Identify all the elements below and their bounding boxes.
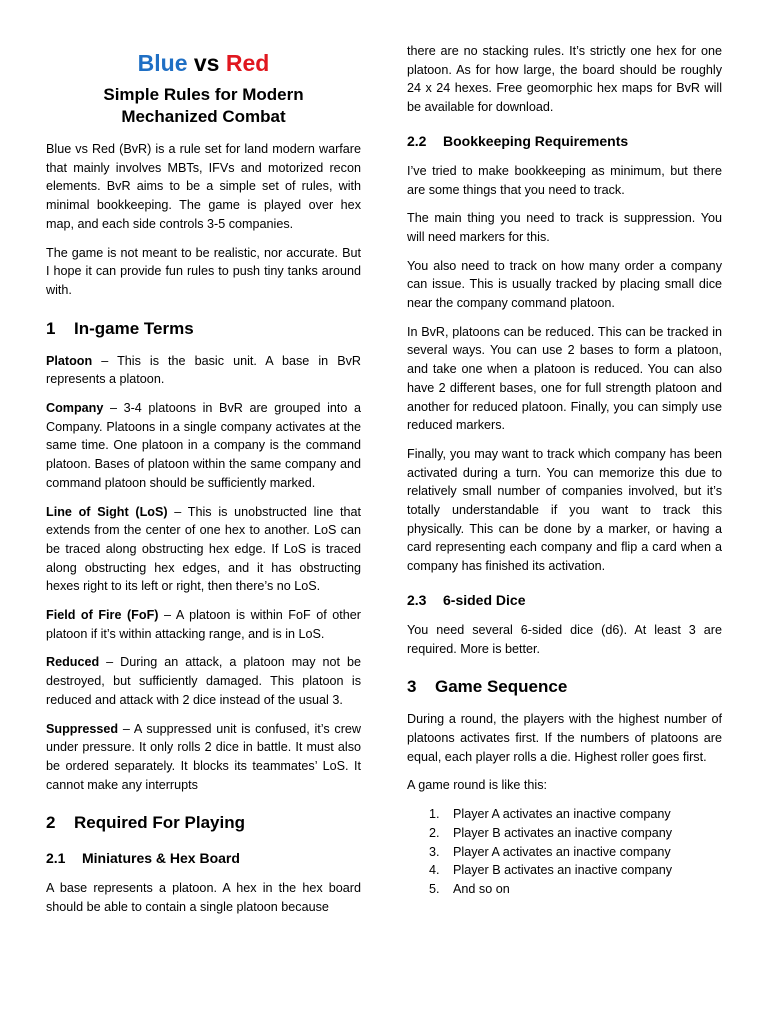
section-2-number: 2 <box>46 813 56 833</box>
section-2-2-title: Bookkeeping Requirements <box>443 132 629 149</box>
subtitle-line-2: Mechanized Combat <box>121 107 286 126</box>
intro-paragraph-2: The game is not meant to be realistic, nor accurate. But I hope it can provide fun rules to push tiny tanks around with. <box>46 245 361 297</box>
term-definition: – During an attack, a platoon may not be destroyed, but sufficiently damaged. This platoon is reduced and attack with 2 dice instead of the usual 3. <box>46 655 361 707</box>
term-definition: – This is unobstructed line that extends from the center of one hex to another. LoS can be traced along obstructing hex edge. If LoS is traced along obstructing hex edges, and it has obstructing hexes right to its left or right, then there’s no LoS. <box>46 504 361 594</box>
section-2-title: Required For Playing <box>74 813 245 833</box>
dice-paragraph: You need several 6-sided dice (d6). At least 3 are required. More is better. <box>407 622 722 656</box>
bookkeeping-paragraph: You also need to track on how many order a company can issue. This is usually tracked by placing small dice near the company command platoon. <box>407 258 722 311</box>
term-platoon <box>46 352 361 389</box>
section-2-3-title: 6-sided Dice <box>443 591 526 608</box>
intro-paragraph-1: Blue vs Red (BvR) is a rule set for land modern warfare that mainly involves MBTs, IFVs and motorized recon elements. BvR aims to be a simple set of rules, with minimal bookkeeping. The game is played over hex map, and each side controls 3-5 companies. <box>46 142 361 231</box>
game-round-list <box>407 805 722 899</box>
list-item <box>407 861 722 880</box>
term-label: Line of Sight (LoS) <box>46 504 168 519</box>
list-item <box>407 880 722 899</box>
term-definition: – A platoon is within FoF of other platoon if it’s within attacking range, and is in LoS. <box>46 608 361 641</box>
term-label: Suppressed <box>46 721 119 736</box>
section-2-3-heading <box>407 590 722 610</box>
bookkeeping-paragraph: Finally, you may want to track which company has been activated during a turn. You can memorize this due to relatively small number of companies involved, but it’s totally understandable if you want to track this physically. This can be done by a marker, or having a card representing each company and flip a card when a company has finished its activation. <box>407 446 722 574</box>
list-text: Player A activates an inactive company <box>453 844 671 859</box>
term-definition: – This is the basic unit. A base in BvR represents a platoon. <box>46 353 361 387</box>
section-2-1-text-left: A base represents a platoon. A hex in the hex board should be able to contain a single platoon because <box>46 881 361 915</box>
list-text: Player B activates an inactive company <box>453 825 673 840</box>
section-1-title: In-game Terms <box>74 318 194 338</box>
term-company <box>46 399 361 493</box>
term-los <box>46 503 361 597</box>
title-red: Red <box>225 50 270 76</box>
document-title <box>46 50 361 76</box>
list-number: 1. <box>429 807 440 822</box>
section-2-heading <box>46 812 361 834</box>
term-label: Company <box>46 401 104 416</box>
sequence-paragraph: During a round, the players with the highest number of platoons activates first. If the numbers of platoons are equal, each player rolls a die. Highest roller goes first. <box>407 712 722 764</box>
list-item <box>407 843 722 862</box>
subtitle-line-1: Simple Rules for Modern <box>103 85 304 104</box>
left-column <box>46 0 361 917</box>
section-1-heading <box>46 318 361 340</box>
right-column <box>407 42 722 899</box>
term-definition: – 3-4 platoons in BvR are grouped into a Company. Platoons in a single company activates at the same time. One platoon in a company is the command platoon. Bases of platoon within the same company and command platoon should be sufficiently marked. <box>46 401 361 490</box>
bookkeeping-paragraph: In BvR, platoons can be reduced. This can be tracked in several ways. You can use 2 bases to form a platoon, and take one when a platoon is reduced. You can also have 2 different bases, one for full strength platoon and another for reduced platoon. Finally, you can simply use reduced markers. <box>407 324 722 433</box>
term-label: Reduced <box>46 655 100 670</box>
list-number: 5. <box>429 881 440 896</box>
list-text: Player A activates an inactive company <box>453 807 671 822</box>
section-2-1-title: Miniatures & Hex Board <box>82 850 240 867</box>
term-label: Platoon <box>46 353 93 368</box>
section-1-number: 1 <box>46 318 56 338</box>
bookkeeping-paragraph: I’ve tried to make bookkeeping as minimum, but there are some things that you need to track. <box>407 163 722 197</box>
list-number: 3. <box>429 844 440 859</box>
list-item <box>407 805 722 824</box>
section-2-1-number: 2.1 <box>46 850 66 867</box>
section-2-2-number: 2.2 <box>407 132 427 149</box>
section-2-2-heading <box>407 131 722 151</box>
section-2-1-text-right: there are no stacking rules. It’s strictly one hex for one platoon. As for how large, the board should be roughly 24 x 24 hexes. Free geomorphic hex maps for BvR will be available for download. <box>407 44 722 115</box>
term-suppressed <box>46 720 361 795</box>
term-fof <box>46 606 361 643</box>
sequence-paragraph: A game round is like this: <box>407 778 548 793</box>
section-2-1-heading <box>46 848 361 868</box>
bookkeeping-paragraph: The main thing you need to track is suppression. You will need markers for this. <box>407 211 722 244</box>
list-number: 4. <box>429 863 440 878</box>
title-blue: Blue <box>137 50 188 76</box>
section-3-number: 3 <box>407 677 417 697</box>
list-text: And so on <box>453 881 510 896</box>
section-3-title: Game Sequence <box>435 677 568 697</box>
list-number: 2. <box>429 825 440 840</box>
section-3-heading <box>407 676 722 698</box>
title-vs: vs <box>187 50 226 76</box>
document-subtitle <box>46 84 361 128</box>
term-reduced <box>46 653 361 709</box>
term-label: Field of Fire (FoF) <box>46 608 159 623</box>
section-2-3-number: 2.3 <box>407 591 427 608</box>
list-item <box>407 824 722 843</box>
term-definition: – A suppressed unit is confused, it’s crew under pressure. It only rolls 2 dice in battle. It must also be ordered separately. It blocks its teammates’ LoS. It cannot make any interrupts <box>46 721 361 792</box>
list-text: Player B activates an inactive company <box>453 863 673 878</box>
